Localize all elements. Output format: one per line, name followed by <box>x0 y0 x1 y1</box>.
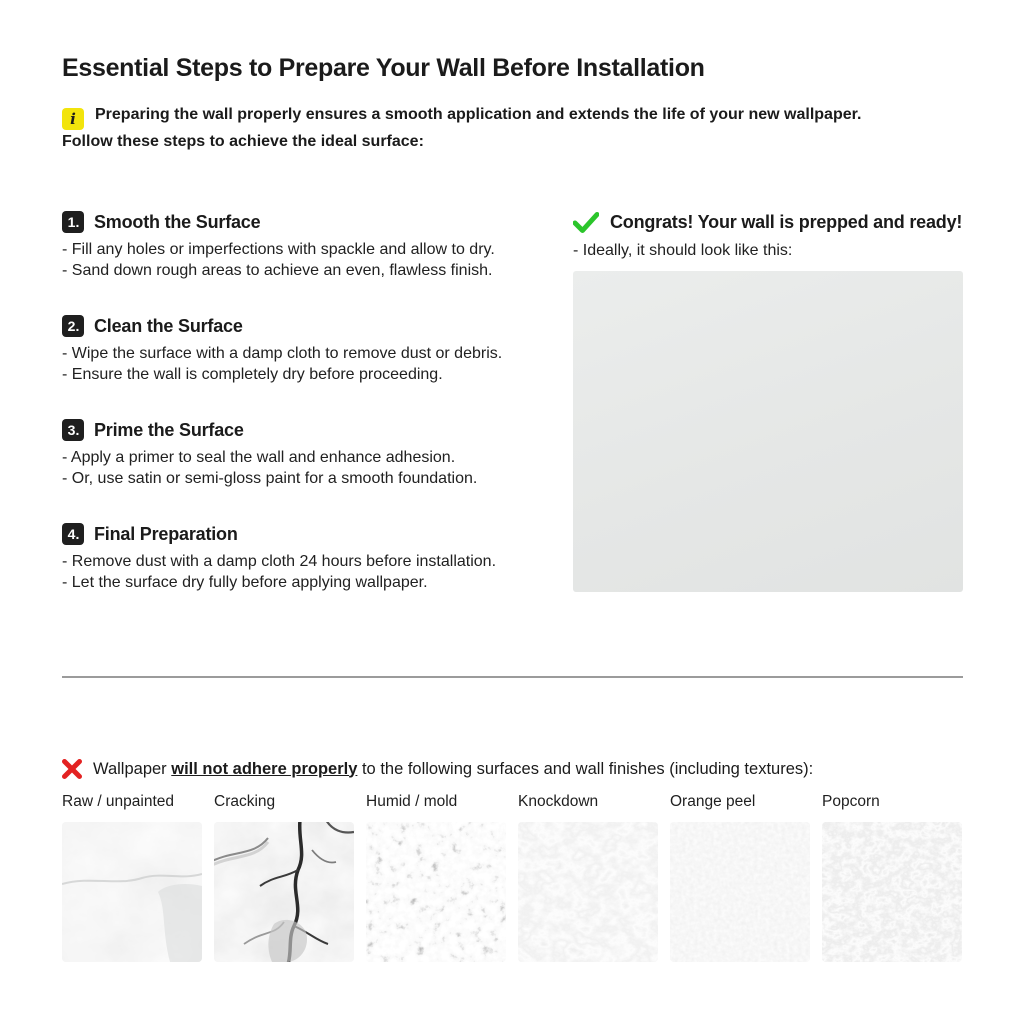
intro-line1: Preparing the wall properly ensures a smooth application and extends the life of your new wallpaper. <box>95 106 862 123</box>
page-title: Essential Steps to Prepare Your Wall Before Installation <box>62 54 705 82</box>
warning-suffix: to the following surfaces and wall finishes (including textures): <box>357 759 814 778</box>
texture-grid <box>62 793 964 962</box>
step-2-number-badge: 2. <box>62 315 84 337</box>
step-1-bullet: - Sand down rough areas to achieve an even, flawless finish. <box>62 262 493 279</box>
x-icon <box>62 759 82 779</box>
section-divider <box>62 676 963 678</box>
texture-cracking <box>214 793 354 962</box>
texture-label: Knockdown <box>518 793 599 810</box>
texture-label: Cracking <box>214 793 276 810</box>
step-2 <box>62 314 567 385</box>
step-2-bullet: - Wipe the surface with a damp cloth to remove dust or debris. <box>62 345 503 362</box>
step-4 <box>62 522 567 593</box>
texture-humid-mold <box>366 793 506 962</box>
texture-label: Popcorn <box>822 793 880 810</box>
info-icon: i <box>62 108 84 130</box>
step-4-title: Final Preparation <box>94 523 238 544</box>
result-title: Congrats! Your wall is prepped and ready! <box>610 211 963 232</box>
texture-thumb-knockdown <box>518 822 658 962</box>
texture-thumb-orange-peel <box>670 822 810 962</box>
result-column <box>573 210 963 592</box>
step-1-bullet: - Fill any holes or imperfections with spackle and allow to dry. <box>62 241 495 258</box>
texture-thumb-popcorn <box>822 822 962 962</box>
warning-prefix: Wallpaper <box>93 759 172 778</box>
step-3-bullet: - Apply a primer to seal the wall and enhance adhesion. <box>62 449 456 466</box>
check-icon <box>573 212 599 233</box>
step-2-bullet: - Ensure the wall is completely dry before proceeding. <box>62 366 443 383</box>
step-3-bullet: - Or, use satin or semi-gloss paint for a smooth foundation. <box>62 470 478 487</box>
result-subtitle: - Ideally, it should look like this: <box>573 242 793 259</box>
intro-paragraph <box>62 103 1002 154</box>
step-1-title: Smooth the Surface <box>94 211 261 232</box>
texture-raw-unpainted <box>62 793 202 962</box>
texture-thumb-raw-unpainted <box>62 822 202 962</box>
warning-text <box>62 757 964 781</box>
texture-thumb-humid-mold <box>366 822 506 962</box>
step-3 <box>62 418 567 489</box>
warning-section <box>62 757 964 962</box>
step-1-number-badge: 1. <box>62 211 84 233</box>
texture-label: Humid / mold <box>366 793 458 810</box>
intro-line2: Follow these steps to achieve the ideal surface: <box>62 133 424 150</box>
texture-thumb-cracking <box>214 822 354 962</box>
steps-column <box>62 210 567 626</box>
warning-emphasis: will not adhere properly <box>171 759 358 778</box>
texture-popcorn <box>822 793 962 962</box>
step-4-bullet: - Let the surface dry fully before applying wallpaper. <box>62 574 428 591</box>
step-4-number-badge: 4. <box>62 523 84 545</box>
step-3-title: Prime the Surface <box>94 419 244 440</box>
texture-orange-peel <box>670 793 810 962</box>
step-4-bullet: - Remove dust with a damp cloth 24 hours before installation. <box>62 553 497 570</box>
texture-label: Orange peel <box>670 793 756 810</box>
step-2-title: Clean the Surface <box>94 315 243 336</box>
step-3-number-badge: 3. <box>62 419 84 441</box>
texture-knockdown <box>518 793 658 962</box>
texture-label: Raw / unpainted <box>62 793 175 810</box>
step-1 <box>62 210 567 281</box>
prepped-wall-image <box>573 271 963 592</box>
